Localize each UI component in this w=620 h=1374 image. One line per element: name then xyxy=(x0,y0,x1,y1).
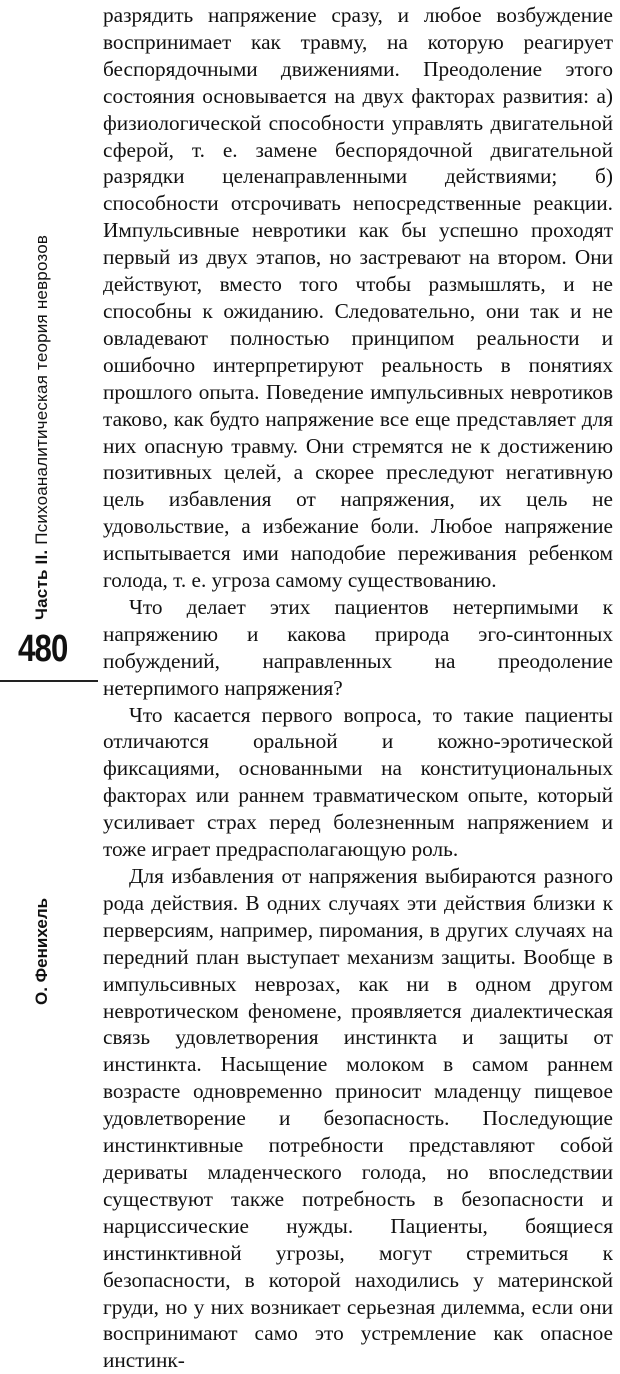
author-line xyxy=(32,897,72,1005)
paragraph-1: разрядить напряжение сразу, и любое возбуждение воспринимает как травму, на которую реагирует беспорядочными движениями. Преодоление этого состояния основывается на двух факторах развития: а) физиологической способности управлять двигательной сферой, т. е. замене беспорядочной двигательной разрядки целенаправленными действиями; б) способности отсрочивать непосредственные реакции. Импульсивные невротики как бы успешно проходят первый из двух этапов, но застревают на втором. Они действуют, вместо того чтобы размышлять, и не способны к ожиданию. Следовательно, они так и не овладевают полностью принципом реальности и ошибочно интерпретируют реальность в понятиях прошлого опыта. Поведение импульсивных невротиков таково, как будто напряжение все еще представляет для них опасную травму. Они стремятся не к достижению позитивных целей, а скорее преследуют негативную цель избавления от напряжения, их цель не удовольствие, а избежание боли. Любое напряжение испытывается ими наподобие переживания ребенком голода, т. е. угроза самому существованию. xyxy=(103,3,613,593)
body-text xyxy=(103,2,613,1374)
paragraph-3: Что касается первого вопроса, то такие пациенты отличаются оральной и кожно-эротической фиксациями, основанными на конституциональных факторах или раннем травматическом опыте, который усиливает страх перед болезненным напряжением и тоже играет предрасполагающую роль. xyxy=(103,702,613,862)
paragraph-4: Для избавления от напряжения выбираются разного рода действия. В одних случаях эти действия близки к перверсиям, например, пиромания, в других случаях на передний план выступает механизм защиты. Вообще в импульсивных неврозах, как ни в одном другом невротическом феномене, проявляется диалектическая связь удовлетворения инстинкта и защиты от инстинкта. Насыщение молоком в самом раннем возрасте одновременно приносит младенцу пищевое удовлетворение и безопасность. Последующие инстинктивные потребности представляют собой дериваты младенческого голода, но впоследствии существуют также потребность в безопасности и нарциссические нужды. Пациенты, боящиеся инстинктивной угрозы, могут стремиться к безопасности, в которой находились у материнской груди, но у них возникает серьезная дилемма, если они воспринимают само это устремление как опасное инстинк- xyxy=(103,864,613,1373)
running-head-title: Психоаналитическая теория неврозов xyxy=(32,234,51,545)
page-number-rule xyxy=(0,680,98,682)
author-name: О. Фенихель xyxy=(32,897,51,1005)
paragraph-2: Что делает этих пациентов нетерпимыми к напряжению и какова природа эго-синтонных побуждений, направленных на преодоление нетерпимого напряжения? xyxy=(103,594,613,700)
running-head-text xyxy=(32,235,52,620)
running-head-part: Часть II. xyxy=(32,549,51,620)
page-number: 480 xyxy=(18,628,68,670)
running-head xyxy=(32,234,72,620)
